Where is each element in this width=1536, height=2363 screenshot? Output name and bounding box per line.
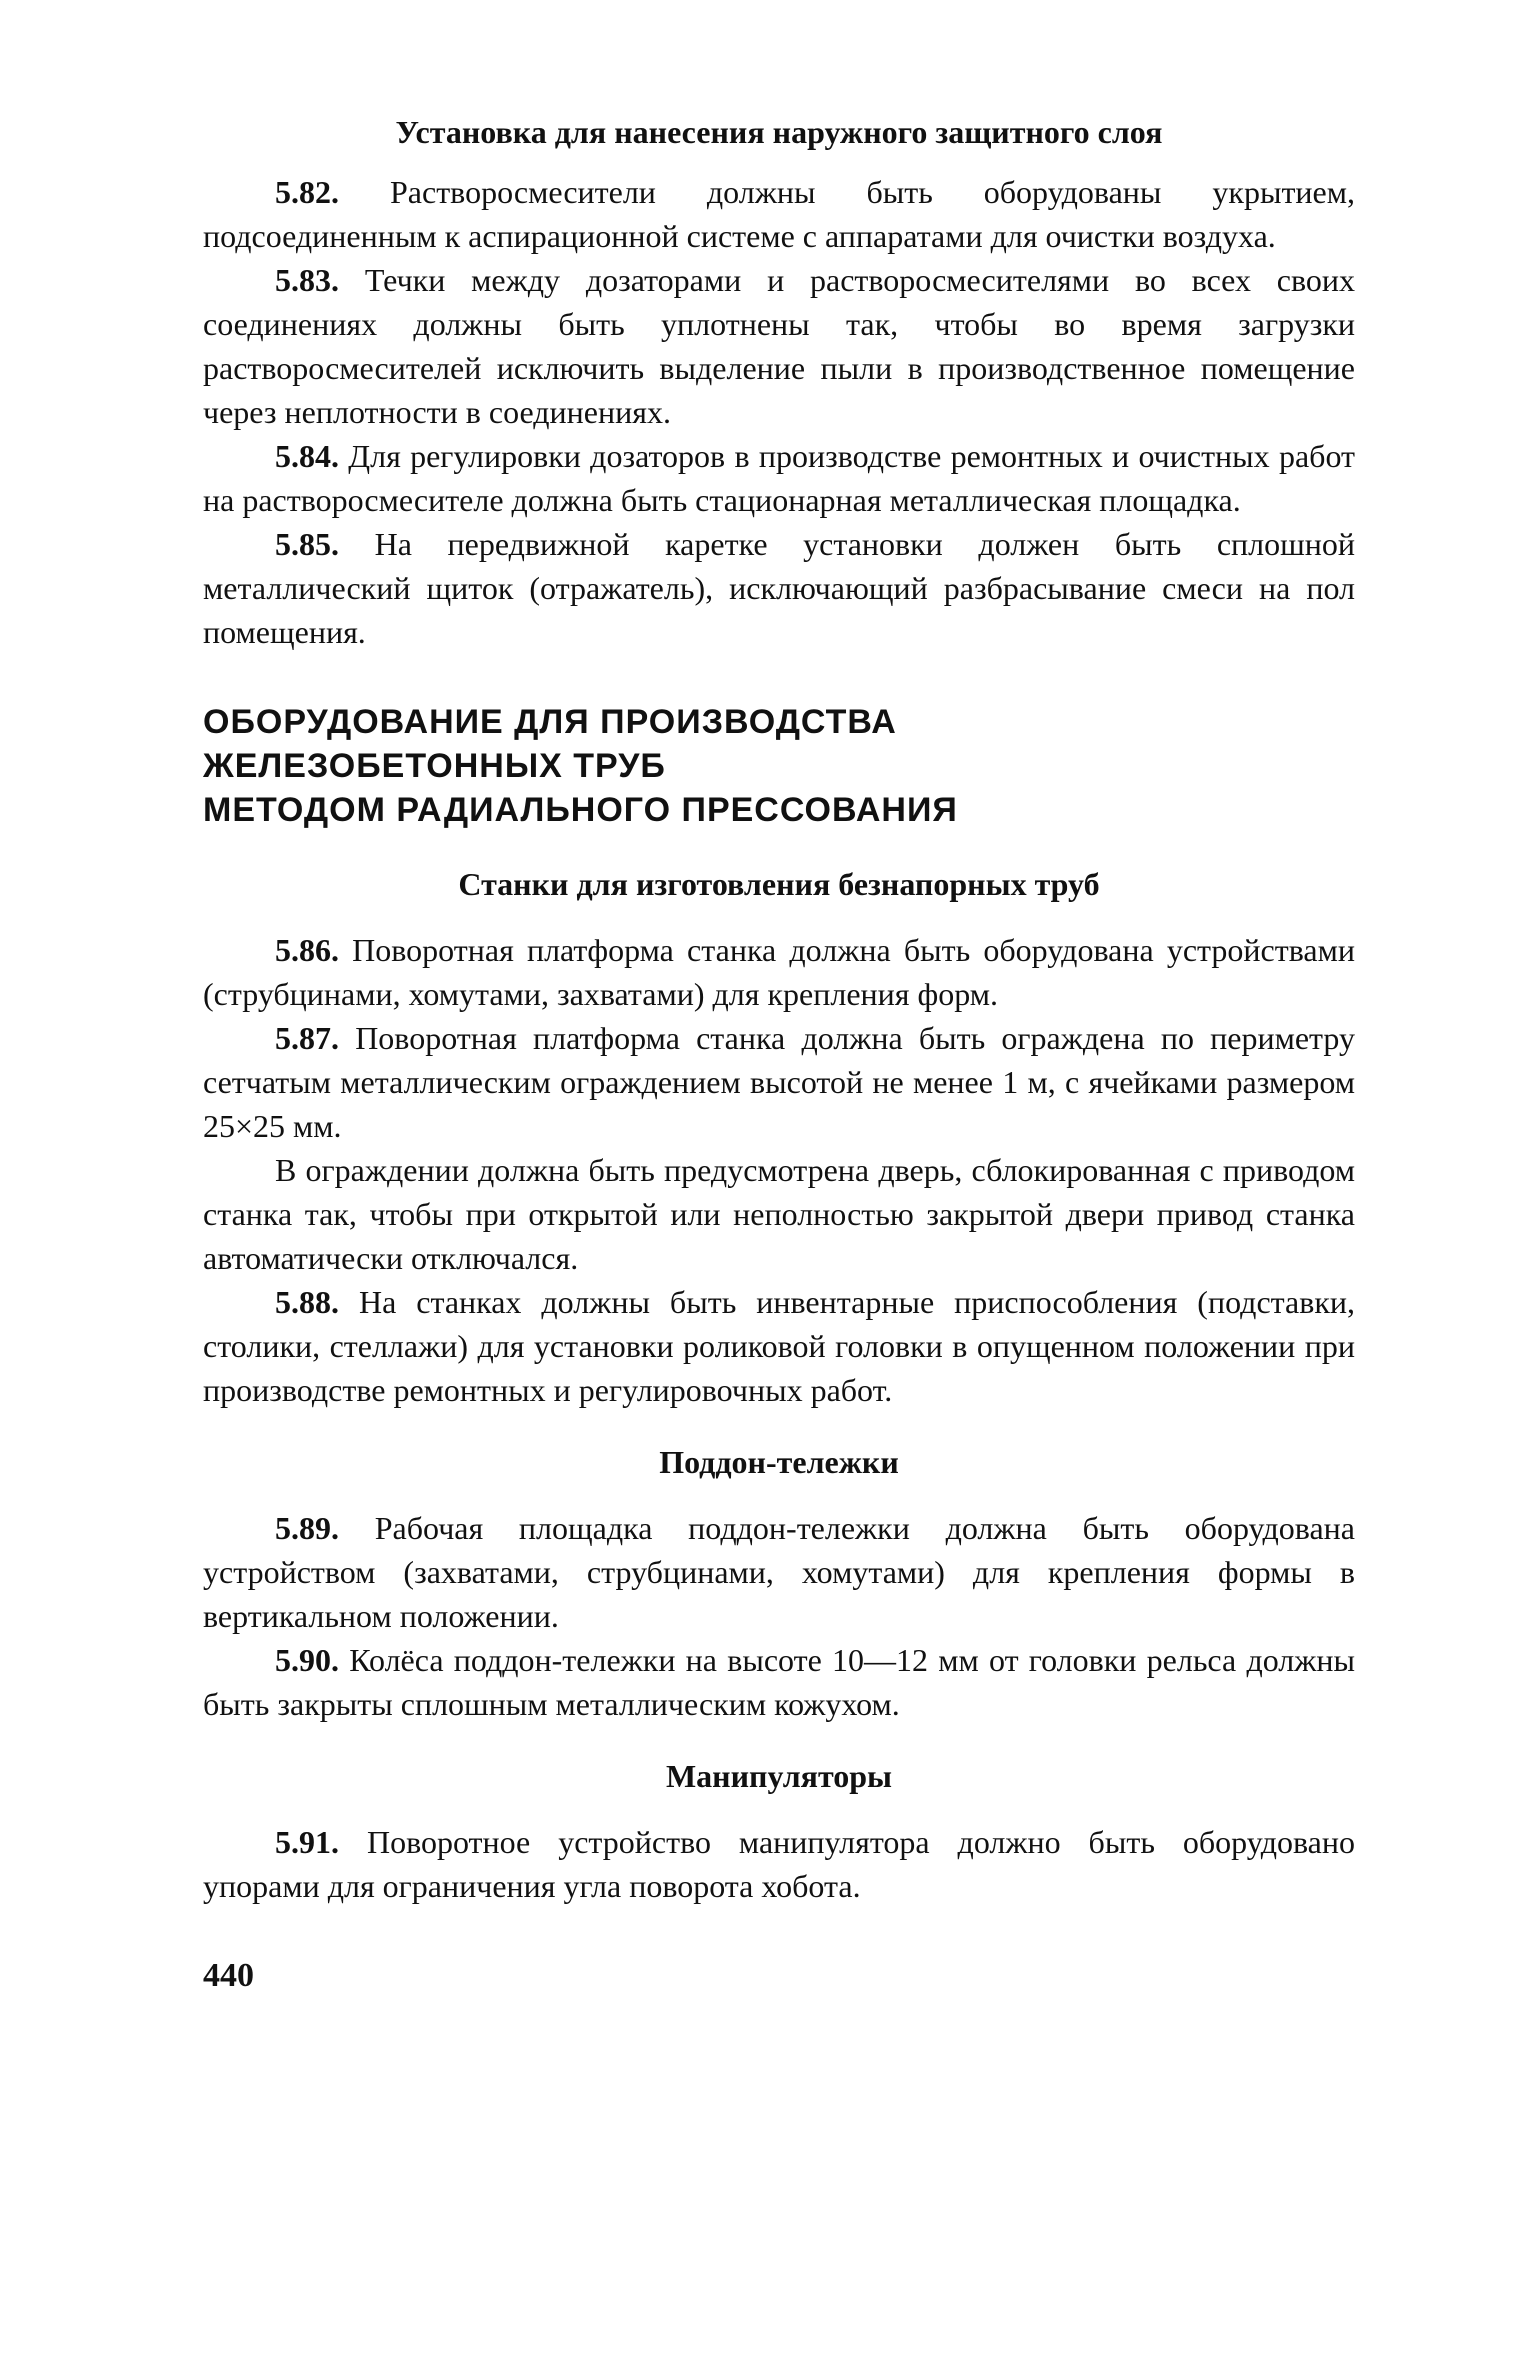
section-heading-machines: Станки для изготовления безнапорных труб [458, 866, 1100, 902]
paragraph-5-87 [203, 1016, 1355, 1148]
section-heading-pallet-carts: Поддон-тележки [659, 1444, 899, 1480]
major-heading-line: ЖЕЛЕЗОБЕТОННЫХ ТРУБ [203, 747, 666, 785]
section-heading-manipulators: Манипуляторы [665, 1758, 893, 1794]
major-heading-line: МЕТОДОМ РАДИАЛЬНОГО ПРЕССОВАНИЯ [203, 791, 958, 829]
paragraph-number: 5.83. [275, 262, 339, 298]
paragraph-5-89 [203, 1506, 1355, 1638]
paragraph-text: Течки между дозаторами и растворосмесителями во всех своих соединениях должны быть уплотнены так, чтобы во время загрузки растворосмесителей исключить выделение пыли в производственное помещение через неплотности в соединениях. [203, 262, 1356, 430]
paragraph-5-85 [203, 522, 1355, 654]
paragraph-5-83 [203, 258, 1355, 434]
paragraph-text: Поворотная платформа станка должна быть ограждена по периметру сетчатым металлическим ограждением высотой не менее 1 м, с ячейками размером 25×25 мм. [203, 1020, 1356, 1144]
paragraph-number: 5.85. [275, 526, 339, 562]
paragraph-5-90 [203, 1638, 1355, 1726]
paragraph-text: Для регулировки дозаторов в производстве ремонтных и очистных работ на растворосмесителе должна быть стационарная металлическая площадка. [203, 438, 1356, 518]
paragraph-5-87-continued [203, 1148, 1355, 1280]
paragraph-text: На станках должны быть инвентарные приспособления (подставки, столики, стеллажи) для установки роликовой головки в опущенном положении при производстве ремонтных и регулировочных работ. [203, 1284, 1355, 1408]
paragraph-5-82 [203, 170, 1355, 258]
paragraph-5-88 [203, 1280, 1355, 1412]
paragraph-text: Рабочая площадка поддон-тележки должна быть оборудована устройством (захватами, струбцинами, хомутами) для крепления формы в вертикальном положении. [203, 1510, 1356, 1634]
page-number: 440 [203, 1957, 254, 1994]
paragraph-number: 5.86. [275, 932, 339, 968]
paragraph-number: 5.90. [275, 1642, 339, 1678]
paragraph-number: 5.89. [275, 1510, 339, 1546]
major-heading-line: ОБОРУДОВАНИЕ ДЛЯ ПРОИЗВОДСТВА [203, 703, 897, 741]
paragraph-5-84 [203, 434, 1355, 522]
section-heading-outer-layer: Установка для нанесения наружного защитного слоя [395, 114, 1163, 150]
paragraph-text: Колёса поддон-тележки на высоте 10—12 мм от головки рельса должны быть закрыты сплошным металлическим кожухом. [203, 1642, 1356, 1722]
paragraph-5-91 [203, 1820, 1355, 1908]
paragraph-text: На передвижной каретке установки должен быть сплошной металлический щиток (отражатель), исключающий разбрасывание смеси на пол помещения. [203, 526, 1356, 650]
paragraph-text: Поворотная платформа станка должна быть оборудована устройствами (струбцинами, хомутами, захватами) для крепления форм. [203, 932, 1356, 1012]
paragraph-text: Растворосмесители должны быть оборудованы укрытием, подсоединенным к аспирационной системе с аппаратами для очистки воздуха. [203, 174, 1356, 254]
paragraph-text: Поворотное устройство манипулятора должно быть оборудовано упорами для ограничения угла поворота хобота. [203, 1824, 1355, 1904]
paragraph-number: 5.88. [275, 1284, 339, 1320]
paragraph-number: 5.91. [275, 1824, 339, 1860]
paragraph-number: 5.84. [275, 438, 339, 474]
paragraph-5-86 [203, 928, 1355, 1016]
paragraph-text: В ограждении должна быть предусмотрена дверь, сблокированная с приводом станка так, чтобы при открытой или неполностью закрытой двери привод станка автоматически отключался. [203, 1152, 1355, 1276]
document-page [203, 110, 1355, 1998]
paragraph-number: 5.82. [275, 174, 339, 210]
major-heading [203, 700, 1355, 832]
paragraph-number: 5.87. [275, 1020, 339, 1056]
